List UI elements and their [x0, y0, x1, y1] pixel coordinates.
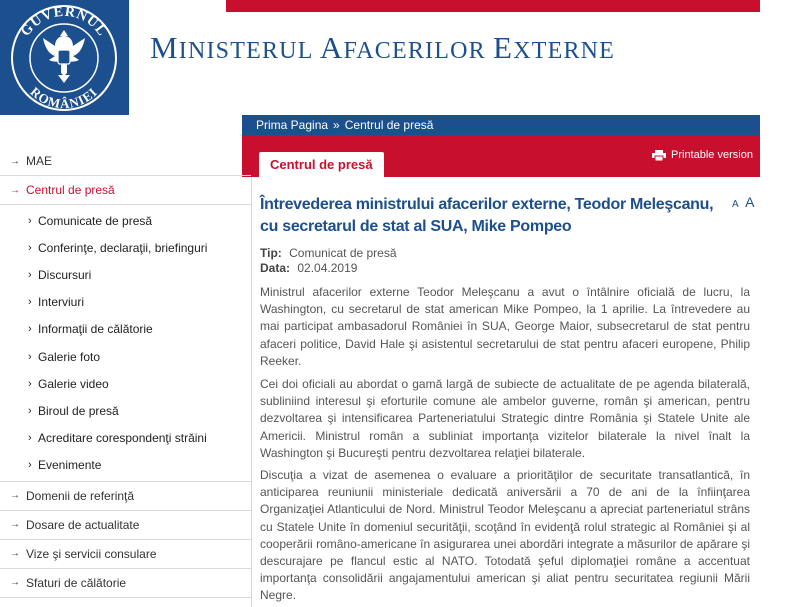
government-logo[interactable] — [0, 0, 129, 115]
top-accent-strip — [226, 0, 760, 12]
submenu-item-galerie-foto[interactable] — [0, 343, 251, 370]
eagle-icon — [43, 30, 85, 83]
sidebar-item-label: Domenii de referinţă — [26, 488, 135, 503]
submenu-item-conferinte-declaratii-briefinguri[interactable] — [0, 234, 251, 261]
submenu-item-evenimente[interactable] — [0, 452, 251, 479]
article-title: Întrevederea ministrului afacerilor externe, Teodor Meleşcanu, cu secretarul de stat al SUA, Mike Pompeo — [260, 196, 714, 235]
submenu-item-label: Biroul de presă — [38, 403, 119, 418]
sidebar-item-sfaturi-de-calatorie[interactable] — [0, 569, 251, 598]
arrow-right-icon: → — [10, 577, 20, 589]
logo-text-bottom: ROMÂNIEI — [27, 83, 101, 112]
article-type — [260, 246, 397, 260]
submenu-item-biroul-de-presa[interactable] — [0, 397, 251, 424]
site-title[interactable]: MINISTERUL AFACERILOR EXTERNE — [150, 30, 616, 65]
article-paragraph: Discuţia a vizat de asemenea o evaluare a priorităţilor de securitate transatlantică, în anticiparea reuniunii ministeriale dedicată aniversării a 70 de ani de la înfiinţarea Organizaţiei Atlanticului de Nord. Ministrul Teodor Meleşcanu a apreciat parteneriatul strâns cu Statele Unite în domeniul securităţii, scoţând în evidenţă rolul strategic al României şi al cooperării româno-americane în asigurarea unei abordări integrate a măsurilor de apărare şi descurajare pe flancul estic al NATO. Totodată şeful diplomaţiei române a accentuat importanţa consolidării angajamentului american şi aliat pentru securitatea regiunii Mării Negre. — [260, 468, 750, 603]
printable-version-label: Printable version — [671, 149, 753, 161]
chevron-right-icon: › — [28, 268, 32, 281]
arrow-right-icon: → — [10, 490, 20, 502]
printer-icon — [652, 150, 666, 161]
svg-text:ROMÂNIEI — [27, 84, 100, 111]
font-size-controls — [732, 194, 754, 212]
chevron-right-icon: › — [28, 214, 32, 227]
sidebar-item-label: Sfaturi de călătorie — [26, 575, 127, 590]
submenu-item-label: Galerie foto — [38, 349, 101, 364]
sidebar-item-dosare-de-actualitate[interactable] — [0, 511, 251, 540]
submenu-item-discursuri[interactable] — [0, 261, 251, 288]
article-type-value: Comunicat de presă — [289, 246, 397, 260]
submenu-item-comunicate-de-presa[interactable] — [0, 207, 251, 234]
article-paragraph: Cei doi oficiali au abordat o gamă largă de subiecte de actualitate de pe agenda bilaterală, subliniind interesul şi eforturile comune ale ambelor guverne, român şi american, pentru dezvoltarea şi intensificarea Parteneriatului Strategic dintre România şi Statele Unite ale Americii. Ministrul român a subliniat importanţa vizitelor bilaterale la nivel înalt la Washington şi Bucureşti pentru dezvoltarea relaţiei bilaterale. — [260, 377, 750, 460]
chevron-right-icon: › — [28, 404, 32, 417]
printable-version-link[interactable] — [652, 149, 753, 161]
content-divider — [251, 177, 252, 607]
sidebar-item-centrul-de-presa[interactable] — [0, 176, 251, 205]
arrow-right-icon: → — [10, 184, 20, 196]
submenu-item-label: Comunicate de presă — [38, 213, 153, 228]
article-paragraph: Ministrul afacerilor externe Teodor Meleşcanu a avut o întâlnire oficială de lucru, la Washington, cu secretarul de stat american Mike Pompeo, la 1 aprilie. La întrevedere au mai participat ambasadorul României în SUA, George Maior, subsecretarul de stat pentru afaceri politice, David Hale şi asistentul secretarului de stat pentru afaceri europene, Philip Reeker. — [260, 285, 750, 368]
submenu-item-label: Conferinţe, declaraţii, briefinguri — [38, 240, 208, 255]
sidebar-item-label: Centrul de presă — [26, 183, 115, 197]
submenu-item-label: Galerie video — [38, 376, 109, 391]
article-type-label: Tip: — [260, 246, 282, 260]
submenu-item-informatii-de-calatorie[interactable] — [0, 316, 251, 343]
chevron-right-icon: › — [28, 323, 32, 336]
chevron-right-icon: › — [28, 296, 32, 309]
article-date-value: 02.04.2019 — [297, 261, 358, 275]
sidebar-item-vize-si-servicii-consulare[interactable] — [0, 540, 251, 569]
submenu-item-label: Informaţii de călătorie — [38, 322, 153, 337]
font-size-decrease[interactable]: A — [732, 199, 739, 210]
font-size-increase[interactable]: A — [745, 194, 755, 210]
submenu-item-label: Evenimente — [38, 458, 102, 473]
chevron-right-icon: › — [28, 432, 32, 445]
sidebar-item-mae[interactable] — [0, 147, 251, 176]
submenu-item-label: Discursuri — [38, 267, 92, 282]
submenu-item-acreditare-corespondenti-straini[interactable] — [0, 425, 251, 452]
submenu-item-interviuri[interactable] — [0, 289, 251, 316]
logo-text-top: GUVERNUL — [18, 4, 110, 40]
sidebar-item-label: MAE — [26, 154, 53, 168]
article-date-label: Data: — [260, 261, 291, 275]
sidebar-item-domenii-de-referinta[interactable] — [0, 482, 251, 511]
arrow-right-icon: → — [10, 155, 20, 167]
chevron-right-icon: › — [28, 459, 32, 472]
arrow-right-icon: → — [10, 548, 20, 560]
submenu-item-label: Interviuri — [38, 295, 85, 310]
submenu-item-label: Acreditare corespondenţi străini — [38, 431, 207, 446]
sidebar-submenu — [0, 205, 251, 482]
sidebar-nav — [0, 147, 251, 598]
breadcrumb-current[interactable]: Centrul de presă — [344, 118, 434, 132]
chevron-right-icon: › — [28, 241, 32, 254]
arrow-right-icon: → — [10, 519, 20, 531]
chevron-right-icon: › — [28, 350, 32, 363]
submenu-item-galerie-video[interactable] — [0, 370, 251, 397]
breadcrumb-home[interactable]: Prima Pagina — [256, 118, 329, 132]
sidebar-item-label: Dosare de actualitate — [26, 517, 140, 532]
chevron-right-icon: › — [28, 377, 32, 390]
breadcrumb — [242, 115, 760, 135]
section-tab[interactable]: Centrul de presă — [259, 152, 384, 177]
breadcrumb-separator: » — [333, 118, 340, 132]
sidebar-item-label: Vize şi servicii consulare — [26, 546, 157, 561]
article-date — [260, 261, 357, 275]
